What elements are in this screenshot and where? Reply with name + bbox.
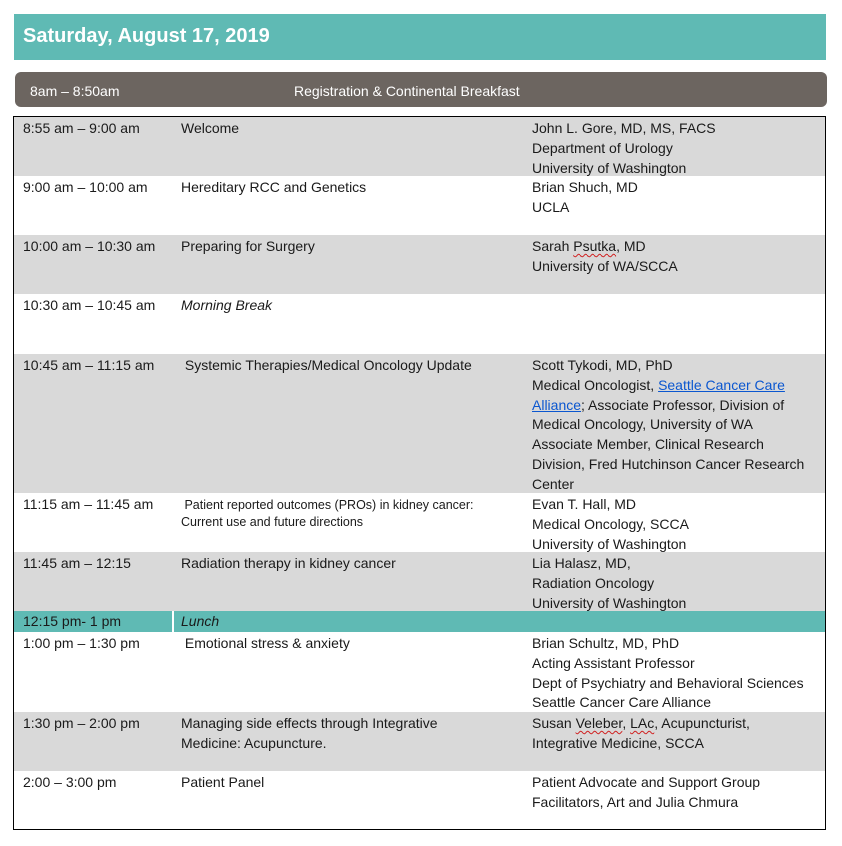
speaker-line: Facilitators, Art and Julia Chmura [532, 793, 739, 810]
table-row [14, 117, 825, 176]
speaker-line: Department of Urology [532, 139, 673, 156]
date-header [14, 14, 826, 60]
speaker-line: Radiation Oncology [532, 574, 655, 591]
speaker-line: Evan T. Hall, MD [532, 496, 636, 512]
session-speaker [532, 773, 822, 813]
session-speaker [532, 119, 822, 178]
table-row [14, 493, 825, 552]
table-row [14, 176, 825, 235]
speaker-text: Sarah [532, 238, 574, 254]
speaker-line: Lia Halasz, MD, [532, 555, 631, 571]
session-title: Morning Break [181, 297, 273, 313]
speaker-line: Acting Assistant Professor [532, 654, 695, 671]
speaker-line: Center [532, 475, 575, 492]
session-title: Welcome [181, 120, 240, 136]
session-speaker [532, 178, 822, 218]
speaker-line [532, 396, 822, 416]
speaker-line: UCLA [532, 198, 570, 215]
speaker-text: ; Associate Professor, Division of [581, 396, 785, 413]
speaker-line: Medical Oncology, SCCA [532, 515, 689, 532]
speaker-line [532, 376, 822, 396]
session-time: 11:15 am – 11:45 am [23, 496, 154, 512]
speaker-line [532, 237, 822, 257]
session-title: Lunch [181, 613, 220, 629]
session-time: 10:00 am – 10:30 am [23, 238, 156, 254]
speaker-line: Associate Member, Clinical Research [532, 436, 764, 453]
speaker-line: University of Washington [532, 594, 687, 611]
speaker-line [532, 714, 822, 734]
session-title: Patient Panel [181, 774, 265, 790]
session-title: Hereditary RCC and Genetics [181, 179, 367, 195]
scca-link[interactable]: Seattle Cancer Care [658, 376, 785, 393]
spellcheck-marked-word[interactable]: LAc [630, 715, 655, 731]
speaker-line: Seattle Cancer Care Alliance [532, 694, 711, 711]
session-speaker [532, 554, 822, 613]
session-time: 10:45 am – 11:15 am [23, 357, 155, 373]
registration-title: Registration & Continental Breakfast [294, 83, 520, 99]
lunch-row [14, 611, 825, 632]
scca-link[interactable]: Alliance [532, 396, 582, 413]
session-time: 10:30 am – 10:45 am [23, 297, 156, 313]
session-time: 1:30 pm – 2:00 pm [23, 715, 140, 731]
schedule-table [13, 116, 826, 830]
table-row [14, 771, 825, 829]
speaker-line: Integrative Medicine, SCCA [532, 734, 704, 751]
title-line: Current use and future directions [181, 515, 364, 529]
speaker-line: University of WA/SCCA [532, 257, 678, 274]
spellcheck-marked-word[interactable]: Psutka [573, 238, 617, 254]
session-time: 1:00 pm – 1:30 pm [23, 635, 140, 651]
speaker-line: University of Washington [532, 159, 687, 176]
session-title: Radiation therapy in kidney cancer [181, 555, 396, 571]
table-row [14, 552, 825, 611]
spellcheck-marked-word[interactable]: Veleber [575, 715, 623, 731]
title-line: Patient reported outcomes (PROs) in kidney cancer: [181, 498, 474, 512]
session-speaker [532, 714, 822, 754]
date-title: Saturday, August 17, 2019 [23, 25, 270, 47]
session-time: 12:15 pm- 1 pm [23, 613, 122, 629]
session-time: 2:00 – 3:00 pm [23, 774, 117, 790]
speaker-line: Brian Schultz, MD, PhD [532, 635, 680, 651]
session-title: Emotional stress & anxiety [181, 635, 350, 651]
registration-time: 8am – 8:50am [30, 83, 120, 99]
speaker-line: University of Washington [532, 535, 687, 552]
table-row [14, 632, 825, 712]
title-line: Managing side effects through Integrative [181, 715, 438, 731]
session-title [181, 714, 521, 754]
session-title [181, 497, 521, 531]
speaker-line: Brian Shuch, MD [532, 179, 638, 195]
session-time: 8:55 am – 9:00 am [23, 120, 140, 136]
table-row [14, 354, 825, 493]
speaker-line: John L. Gore, MD, MS, FACS [532, 120, 716, 136]
speaker-line: Medical Oncology, University of WA [532, 416, 753, 433]
speaker-text: Medical Oncologist, [532, 376, 659, 393]
session-speaker [532, 495, 822, 554]
speaker-line: Patient Advocate and Support Group [532, 774, 761, 790]
speaker-text: , [622, 715, 631, 731]
speaker-line: Division, Fred Hutchinson Cancer Research [532, 455, 805, 472]
registration-bar [15, 72, 827, 107]
session-speaker [532, 237, 822, 277]
session-title: Systemic Therapies/Medical Oncology Update [181, 357, 472, 373]
table-row [14, 294, 825, 354]
session-speaker [532, 356, 822, 495]
speaker-text: , Acupuncturist, [654, 715, 750, 731]
speaker-text: , MD [616, 238, 646, 254]
session-speaker [532, 634, 822, 713]
speaker-line: Scott Tykodi, MD, PhD [532, 357, 673, 373]
session-title: Preparing for Surgery [181, 238, 315, 254]
title-line: Medicine: Acupuncture. [181, 734, 327, 751]
session-time: 9:00 am – 10:00 am [23, 179, 148, 195]
speaker-text: Susan [532, 715, 576, 731]
session-time: 11:45 am – 12:15 [23, 555, 131, 571]
table-row [14, 235, 825, 294]
table-row [14, 712, 825, 771]
speaker-line: Dept of Psychiatry and Behavioral Sciences [532, 674, 804, 691]
